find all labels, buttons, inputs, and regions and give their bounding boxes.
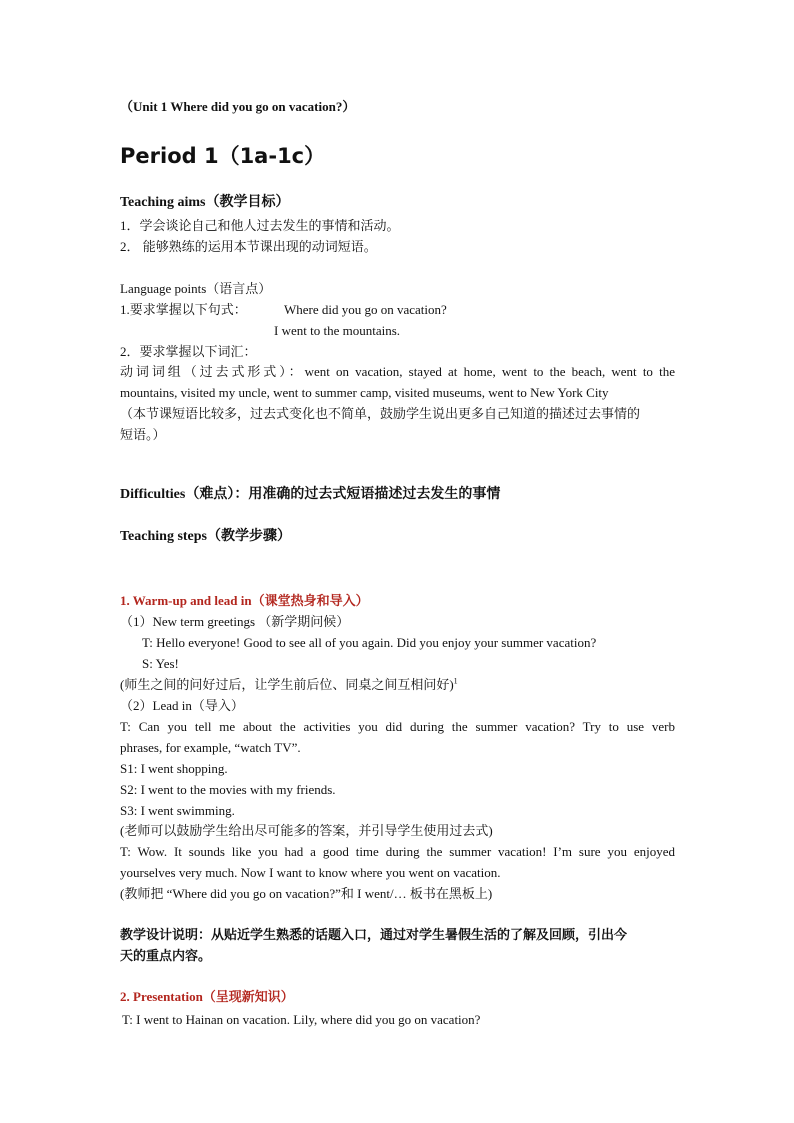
phrases-line-1: 动词词组（过去式形式）：went on vacation, stayed at home, went to the beach, went to the bbox=[120, 364, 675, 379]
language-point-1-label: 1.要求掌握以下句式： bbox=[120, 302, 247, 317]
presentation-teacher-1: T: I went to Hainan on vacation. Lily, where did you go on vacation? bbox=[122, 1012, 481, 1027]
warmup-teacher-1: T: Hello everyone! Good to see all of you again. Did you enjoy your summer vacation? bbox=[142, 635, 597, 650]
warmup-note-3: (教师把 “Where did you go on vacation?”和 I went/… 板书在黑板上) bbox=[120, 886, 493, 901]
language-point-1-sentence-2: I went to the mountains. bbox=[274, 323, 401, 338]
phrases-note-line-1: （本节课短语比较多，过去式变化也不简单，鼓励学生说出更多自己知道的描述过去事情的 bbox=[120, 406, 641, 421]
teaching-aims-heading: Teaching aims（教学目标） bbox=[120, 195, 290, 210]
warmup-teacher-3-line-2: yourselves very much. Now I want to know where you went on vacation. bbox=[120, 865, 501, 880]
teaching-aim-1: 1．学会谈论自己和他人过去发生的事情和活动。 bbox=[120, 218, 400, 233]
warmup-teacher-3-line-1: T: Wow. It sounds like you had a good time during the summer vacation! I’m sure you enjoyed bbox=[120, 844, 675, 859]
student-1-answer: S1: I went shopping. bbox=[120, 761, 228, 776]
difficulties: Difficulties（难点）：用准确的过去式短语描述过去发生的事情 bbox=[120, 487, 501, 502]
warmup-sub-2: （2）Lead in（导入） bbox=[120, 698, 244, 713]
warmup-students-1: S: Yes! bbox=[142, 656, 179, 671]
design-note-line-2: 天的重点内容。 bbox=[120, 948, 212, 963]
student-2-answer: S2: I went to the movies with my friends. bbox=[120, 782, 336, 797]
warmup-note-2: (老师可以鼓励学生给出尽可能多的答案，并引导学生使用过去式) bbox=[120, 823, 493, 838]
unit-title: （Unit 1 Where did you go on vacation?） bbox=[120, 99, 356, 114]
period-title: Period 1（1a-1c） bbox=[120, 144, 326, 168]
warmup-teacher-2-line-2: phrases, for example, “watch TV”. bbox=[120, 740, 301, 755]
footnote-marker: 1 bbox=[453, 676, 458, 686]
phrases-note-line-2: 短语。） bbox=[120, 427, 166, 442]
language-point-2-label: 2．要求掌握以下词汇： bbox=[120, 344, 257, 359]
warmup-heading: 1. Warm-up and lead in（课堂热身和导入） bbox=[120, 593, 369, 608]
teaching-aim-2: 2． 能够熟练的运用本节课出现的动词短语。 bbox=[120, 239, 377, 254]
teaching-steps-heading: Teaching steps（教学步骤） bbox=[120, 529, 292, 544]
warmup-teacher-2-line-1: T: Can you tell me about the activities you did during the summer vacation? Try to use verb bbox=[120, 719, 675, 734]
design-note-line-1: 教学设计说明：从贴近学生熟悉的话题入口，通过对学生暑假生活的了解及回顾，引出今 bbox=[120, 927, 628, 942]
presentation-heading: 2. Presentation（呈现新知识） bbox=[120, 989, 294, 1004]
warmup-note-1: (师生之间的问好过后，让学生前后位、同桌之间互相问好)$^1$ bbox=[120, 676, 458, 692]
student-3-answer: S3: I went swimming. bbox=[120, 803, 235, 818]
warmup-sub-1: （1）New term greetings （新学期问候） bbox=[120, 614, 350, 629]
language-point-1-sentence-1: Where did you go on vacation? bbox=[284, 302, 447, 317]
phrases-line-2: mountains, visited my uncle, went to summer camp, visited museums, went to New York City bbox=[120, 385, 609, 400]
language-points-heading: Language points（语言点） bbox=[120, 281, 272, 296]
